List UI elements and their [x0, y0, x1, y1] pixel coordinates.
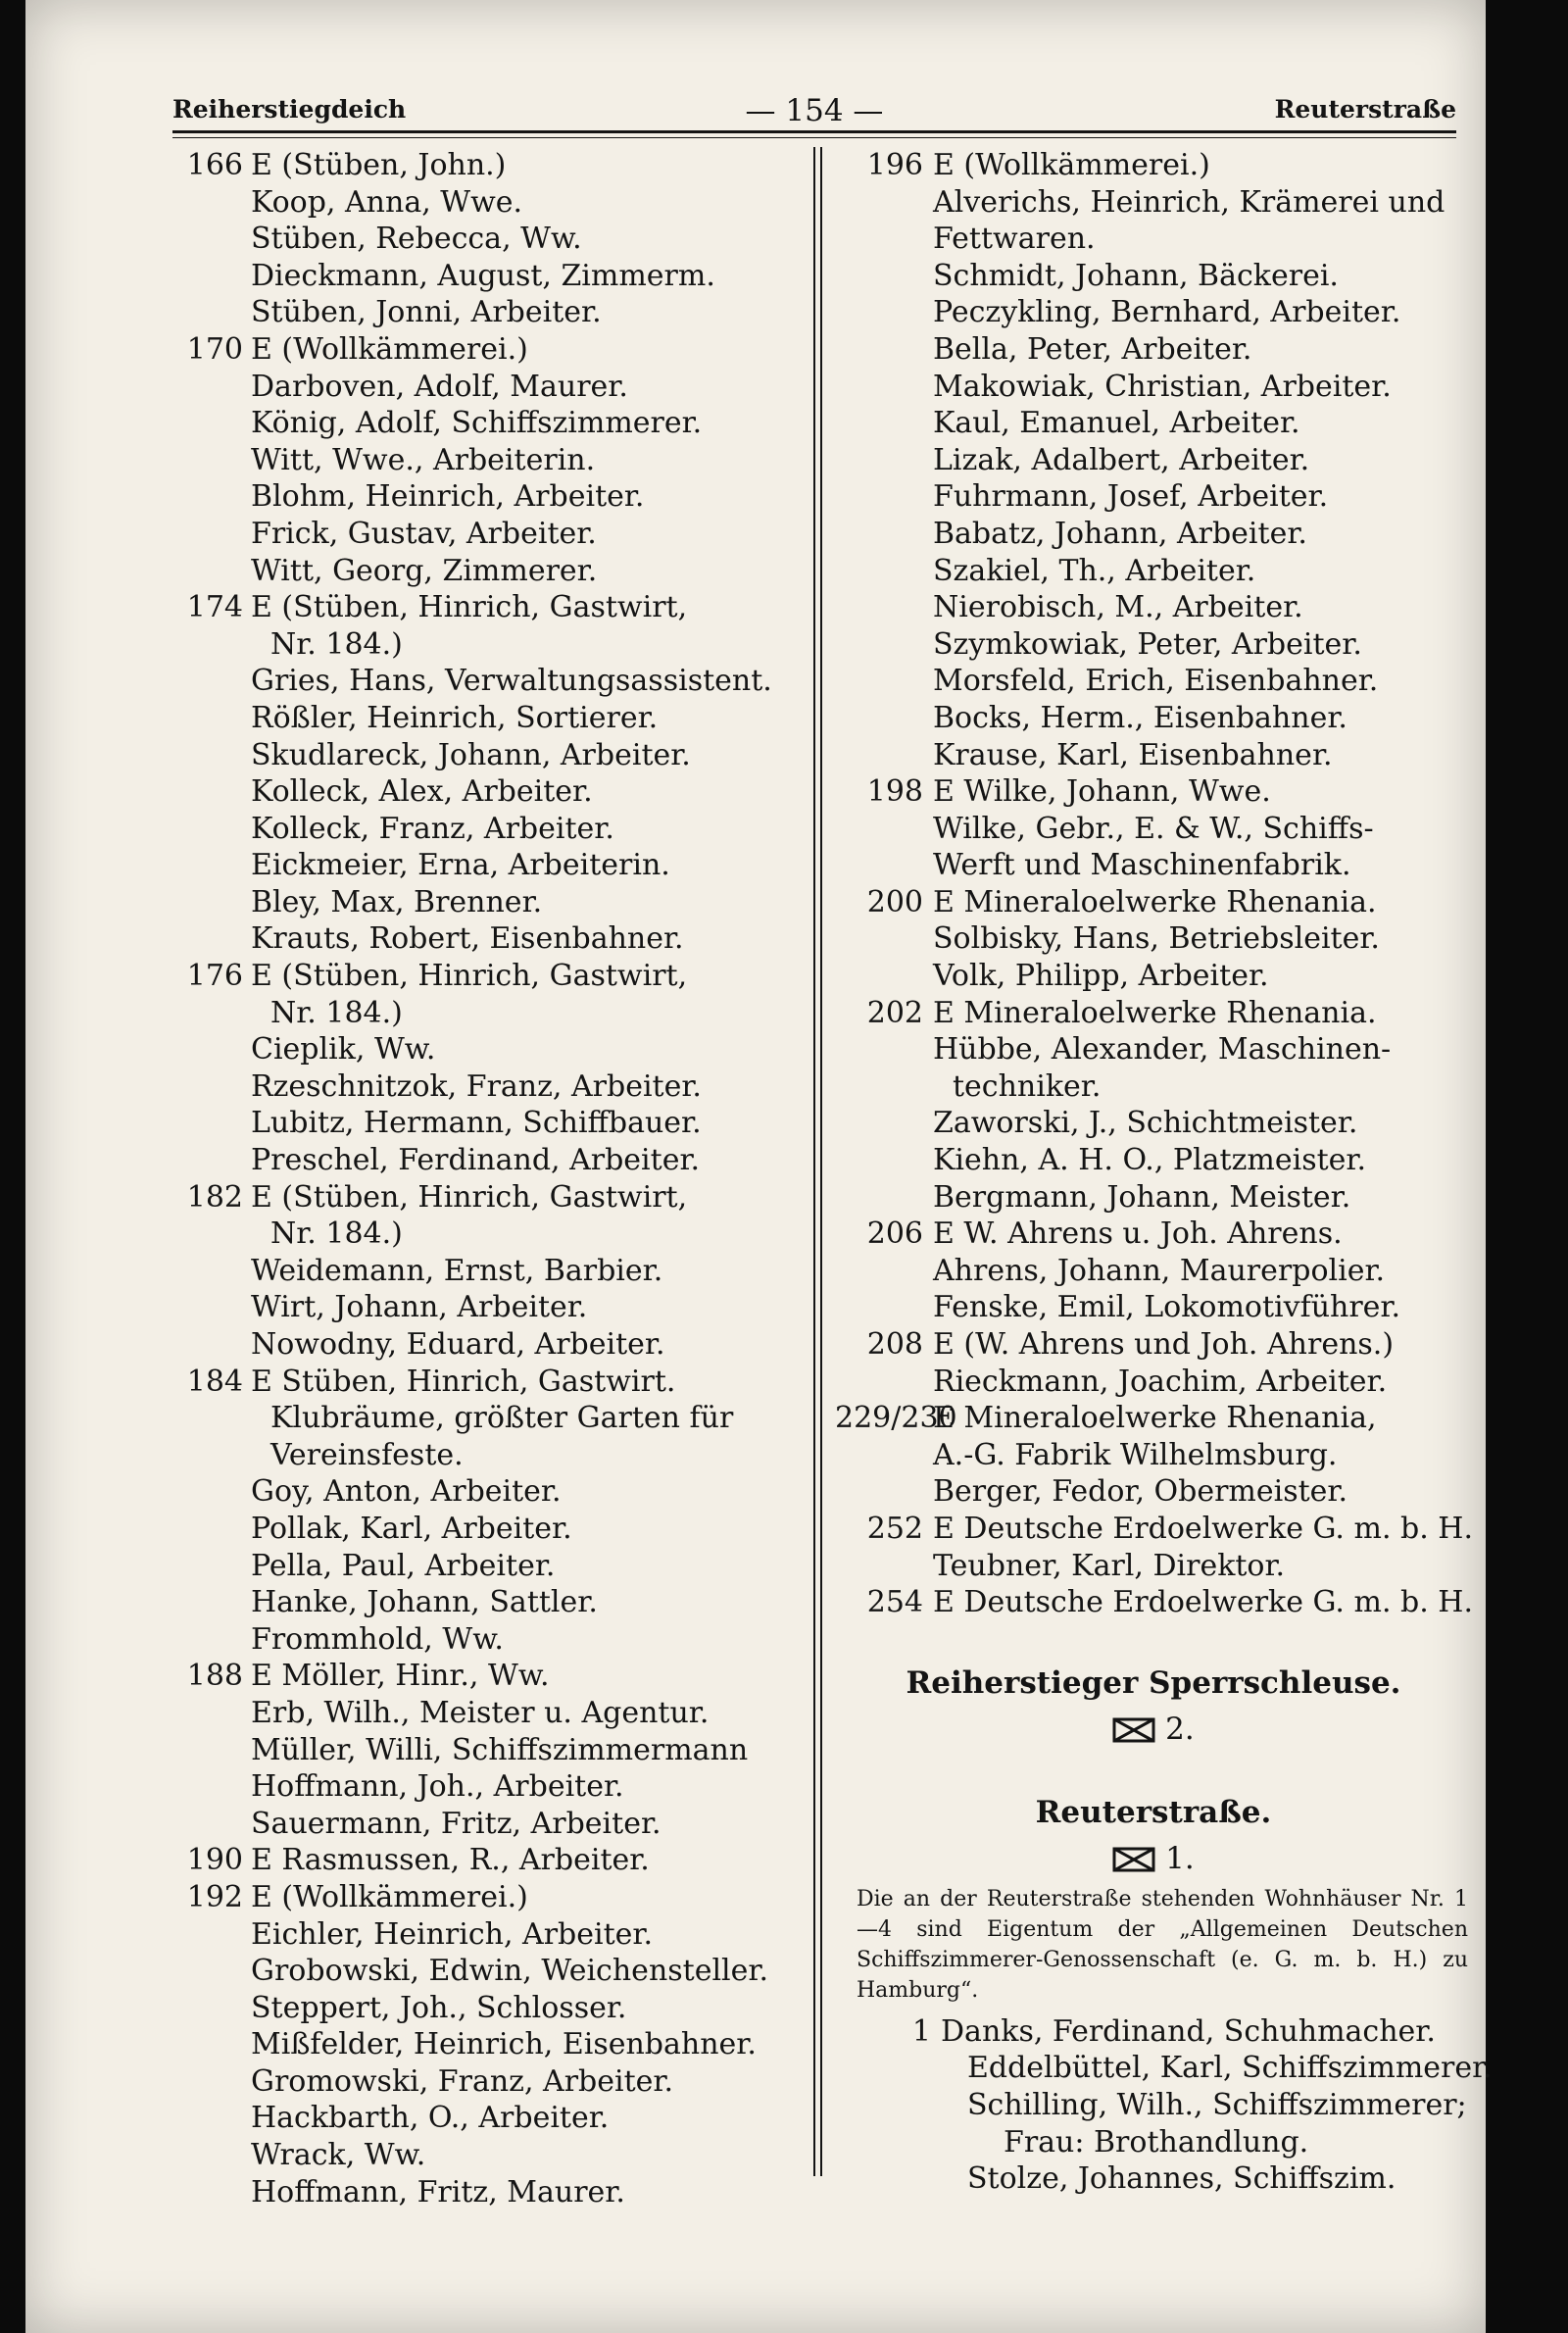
house-entry-text: E Mineraloelwerke Rhenania.	[933, 884, 1377, 919]
resident-name: Steppert, Joh., Schlosser.	[251, 1990, 627, 2025]
house-entry-row	[172, 147, 800, 184]
resident-row	[172, 553, 800, 590]
resident-row	[835, 369, 1472, 406]
resident-name: Erb, Wilh., Meister u. Agentur.	[251, 1695, 710, 1730]
resident-row	[172, 1621, 800, 1659]
resident-row	[835, 2087, 1472, 2124]
resident-name: Mißfelder, Heinrich, Eisenbahner.	[251, 2027, 757, 2062]
resident-name: Frau: Brothandlung.	[1004, 2124, 1309, 2159]
resident-name: Stolze, Johannes, Schiffszim.	[967, 2161, 1396, 2197]
resident-row	[172, 626, 800, 664]
resident-row	[172, 1326, 800, 1364]
resident-name: Nowodny, Eduard, Arbeiter.	[251, 1327, 665, 1362]
resident-name: Nierobisch, M., Arbeiter.	[933, 590, 1303, 625]
resident-name: Morsfeld, Erich, Eisenbahner.	[933, 664, 1379, 699]
resident-name: Wirt, Johann, Arbeiter.	[251, 1290, 588, 1325]
resident-name: Szymkowiak, Peter, Arbeiter.	[933, 626, 1362, 662]
resident-name: Bella, Peter, Arbeiter.	[933, 331, 1252, 367]
resident-name: Kaul, Emanuel, Arbeiter.	[933, 406, 1300, 441]
house-entry-text: E (Wollkämmerei.)	[251, 1879, 528, 1914]
house-entry-row	[172, 1179, 800, 1216]
resident-name: Gromowski, Franz, Arbeiter.	[251, 2063, 673, 2099]
resident-name: Schmidt, Johann, Bäckerei.	[933, 258, 1339, 293]
house-entry-text: E Möller, Hinr., Ww.	[251, 1659, 550, 1694]
resident-row	[835, 1548, 1472, 1585]
house-entry-text: E Stüben, Hinrich, Gastwirt.	[251, 1364, 676, 1399]
house-entry-text: E Mineraloelwerke Rhenania,	[933, 1401, 1377, 1436]
resident-row	[835, 1142, 1472, 1179]
resident-name: Bocks, Herm., Eisenbahner.	[933, 700, 1348, 735]
resident-name: Alverichs, Heinrich, Krämerei und	[933, 184, 1446, 220]
house-number: 202	[866, 995, 923, 1030]
resident-row	[835, 331, 1472, 369]
house-entry-text: E (Stüben, Hinrich, Gastwirt,	[251, 959, 688, 994]
resident-row	[835, 478, 1472, 516]
house-number: 192	[186, 1879, 243, 1914]
resident-row	[835, 553, 1472, 590]
resident-name: Zaworski, J., Schichtmeister.	[933, 1106, 1358, 1141]
house-entry-text: E (Wollkämmerei.)	[251, 331, 528, 367]
resident-row	[172, 920, 800, 958]
header-rule-thin	[172, 137, 1456, 138]
resident-name: A.-G. Fabrik Wilhelmsburg.	[933, 1437, 1338, 1472]
ownership-note: Die an der Reuterstraße stehenden Wohnhäuser Nr. 1—4 sind Eigentum der „Allgemeinen Deutschen Schiffszimmerer-Genossenschaft (e. G. m. b. H.) zu Hamburg“.	[857, 1886, 1468, 2003]
resident-row	[835, 847, 1472, 884]
house-entry-row	[835, 2013, 1472, 2051]
house-entry-text: E Mineraloelwerke Rhenania.	[933, 995, 1377, 1030]
house-number: 166	[186, 148, 243, 182]
resident-row	[835, 1031, 1472, 1068]
resident-row	[172, 1068, 800, 1106]
resident-name: Hanke, Johann, Sattler.	[251, 1585, 598, 1620]
resident-row	[172, 184, 800, 222]
resident-row	[835, 2160, 1472, 2198]
resident-row	[172, 2063, 800, 2101]
resident-row	[172, 2026, 800, 2063]
house-number: 229/230	[835, 1401, 957, 1436]
resident-name: Solbisky, Hans, Betriebsleiter.	[933, 921, 1380, 957]
resident-row	[835, 1437, 1472, 1474]
resident-name: Pollak, Karl, Arbeiter.	[251, 1511, 572, 1546]
resident-name: Werft und Maschinenfabrik.	[933, 848, 1351, 883]
resident-name: Fuhrmann, Josef, Arbeiter.	[933, 479, 1329, 515]
resident-row	[172, 1916, 800, 1954]
house-entry-row	[835, 884, 1472, 921]
resident-name: Bergmann, Johann, Meister.	[933, 1179, 1351, 1215]
resident-row	[172, 1031, 800, 1068]
resident-row	[835, 1105, 1472, 1142]
resident-name: Berger, Fedor, Obermeister.	[933, 1474, 1348, 1510]
resident-name: Hoffmann, Fritz, Maurer.	[251, 2174, 625, 2209]
page-header	[172, 93, 1456, 132]
resident-name: Pella, Paul, Arbeiter.	[251, 1548, 556, 1583]
resident-name: Darboven, Adolf, Maurer.	[251, 369, 628, 404]
resident-name: techniker.	[953, 1068, 1102, 1104]
house-number: 188	[186, 1659, 243, 1694]
house-entry-row	[172, 958, 800, 995]
header-rule-thick	[172, 130, 1456, 133]
resident-row	[172, 258, 800, 295]
house-entry-text: E (Stüben, Hinrich, Gastwirt,	[251, 590, 688, 625]
house-number: 206	[866, 1216, 923, 1252]
house-number: 182	[186, 1179, 243, 1215]
header-right-street: Reuterstraße	[1274, 95, 1456, 124]
resident-row	[172, 294, 800, 331]
resident-name: Preschel, Ferdinand, Arbeiter.	[251, 1143, 701, 1178]
page-number: — 154 —	[745, 93, 884, 128]
resident-row	[835, 737, 1472, 774]
resident-name: Peczykling, Bernhard, Arbeiter.	[933, 295, 1401, 330]
resident-row	[835, 1179, 1472, 1216]
house-number: 1	[911, 2013, 931, 2049]
resident-row	[172, 1142, 800, 1179]
resident-name: Bley, Max, Brenner.	[251, 884, 543, 919]
resident-name: Eichler, Heinrich, Arbeiter.	[251, 1916, 653, 1952]
house-number: 170	[186, 331, 243, 367]
resident-row	[172, 1473, 800, 1511]
house-entry-text: E (Stüben, John.)	[251, 148, 507, 182]
resident-name: Weidemann, Ernst, Barbier.	[251, 1253, 663, 1288]
resident-name: Makowiak, Christian, Arbeiter.	[933, 369, 1392, 404]
resident-row	[172, 1732, 800, 1769]
header-left-street: Reiherstiegdeich	[172, 95, 407, 124]
resident-row	[172, 811, 800, 848]
resident-row	[172, 2100, 800, 2137]
house-entry-row	[835, 773, 1472, 811]
resident-name: Koop, Anna, Wwe.	[251, 184, 523, 220]
spacer	[835, 1751, 1472, 1788]
resident-row	[835, 1068, 1472, 1106]
resident-name: Witt, Wwe., Arbeiterin.	[251, 442, 596, 477]
resident-row	[835, 184, 1472, 222]
resident-row	[172, 221, 800, 258]
section-title-sperrschleuse: Reiherstieger Sperrschleuse.	[906, 1664, 1401, 1701]
house-entry-text: E (Stüben, Hinrich, Gastwirt,	[251, 1179, 688, 1215]
resident-row	[172, 1289, 800, 1326]
resident-row	[835, 2050, 1493, 2087]
house-entry-row	[835, 1511, 1472, 1548]
resident-row	[172, 1953, 800, 1990]
column-divider-right	[820, 147, 822, 2176]
resident-name: Rzeschnitzok, Franz, Arbeiter.	[251, 1068, 702, 1104]
resident-row	[835, 405, 1472, 442]
house-entry-row	[172, 589, 800, 626]
resident-name: Lubitz, Hermann, Schiffbauer.	[251, 1106, 702, 1141]
resident-row	[835, 258, 1472, 295]
resident-name: Sauermann, Fritz, Arbeiter.	[251, 1806, 662, 1841]
resident-name: Krause, Karl, Eisenbahner.	[933, 737, 1333, 772]
resident-name: Stüben, Rebecca, Ww.	[251, 222, 582, 257]
resident-name: Dieckmann, August, Zimmerm.	[251, 258, 715, 293]
resident-row	[172, 884, 800, 921]
house-entry-text: E W. Ahrens u. Joh. Ahrens.	[933, 1216, 1343, 1252]
resident-name: Eddelbüttel, Karl, Schiffszimmerer.	[967, 2051, 1493, 2086]
house-entry-text: E (Wollkämmerei.)	[933, 148, 1210, 182]
envelope-icon	[1112, 1717, 1155, 1743]
resident-name: Volk, Philipp, Arbeiter.	[933, 959, 1269, 994]
resident-name: Hübbe, Alexander, Maschinen-	[933, 1032, 1392, 1067]
resident-row	[835, 920, 1472, 958]
resident-row	[172, 847, 800, 884]
left-column	[172, 147, 800, 2210]
resident-row	[835, 958, 1472, 995]
resident-row	[835, 221, 1472, 258]
resident-row	[172, 405, 800, 442]
resident-row	[172, 737, 800, 774]
house-entry-text: E Rasmussen, R., Arbeiter.	[251, 1843, 650, 1878]
resident-row	[835, 700, 1472, 737]
house-number: 184	[186, 1364, 243, 1399]
resident-row	[172, 995, 800, 1032]
resident-row	[172, 2137, 800, 2174]
resident-row	[172, 2174, 800, 2211]
resident-row	[835, 442, 1472, 479]
house-entry-row	[835, 1584, 1472, 1621]
resident-name: Fettwaren.	[933, 222, 1096, 257]
resident-row	[835, 1364, 1472, 1401]
resident-row	[172, 663, 800, 700]
resident-row	[835, 811, 1472, 848]
resident-name: Hackbarth, O., Arbeiter.	[251, 2101, 610, 2136]
directory-page	[25, 0, 1493, 2333]
resident-name: Wrack, Ww.	[251, 2138, 426, 2173]
resident-name: Eickmeier, Erna, Arbeiterin.	[251, 848, 670, 883]
resident-name: Kiehn, A. H. O., Platzmeister.	[933, 1143, 1367, 1178]
resident-name: Müller, Willi, Schiffszimmermann	[251, 1732, 749, 1767]
resident-row	[172, 1548, 800, 1585]
resident-name: Szakiel, Th., Arbeiter.	[933, 553, 1256, 588]
resident-row	[172, 369, 800, 406]
house-number: 176	[186, 959, 243, 994]
resident-name: Goy, Anton, Arbeiter.	[251, 1474, 562, 1510]
resident-name: Ahrens, Johann, Maurerpolier.	[933, 1253, 1386, 1288]
envelope-icon	[1112, 1847, 1155, 1872]
resident-row	[835, 1473, 1472, 1511]
right-column	[835, 147, 1493, 2198]
house-entry-row	[172, 1658, 800, 1695]
house-entry-text: E Wilke, Johann, Wwe.	[933, 774, 1271, 810]
resident-row	[172, 442, 800, 479]
spacer	[835, 1621, 1472, 1659]
postal-district-number: 1.	[1165, 1840, 1195, 1876]
resident-row	[172, 773, 800, 811]
resident-row	[172, 1511, 800, 1548]
house-entry-row	[835, 1216, 1472, 1253]
resident-name: Nr. 184.)	[270, 1216, 403, 1252]
house-number: 200	[866, 884, 923, 919]
resident-name: Kolleck, Alex, Arbeiter.	[251, 774, 593, 810]
resident-name: Lizak, Adalbert, Arbeiter.	[933, 442, 1310, 477]
resident-name: Krauts, Robert, Eisenbahner.	[251, 921, 684, 957]
resident-name: Witt, Georg, Zimmerer.	[251, 553, 598, 588]
reuterstrasse-entries	[835, 2013, 1493, 2198]
resident-row	[172, 1768, 800, 1806]
resident-row	[835, 589, 1472, 626]
house-entry-text: E Deutsche Erdoelwerke G. m. b. H.	[933, 1585, 1473, 1620]
house-entry-row	[172, 1879, 800, 1916]
resident-name: Nr. 184.)	[270, 626, 403, 662]
column-divider-left	[813, 147, 815, 2176]
right-column-entries	[835, 147, 1472, 1621]
postal-district-sperrschleuse	[835, 1708, 1472, 1751]
resident-name: Gries, Hans, Verwaltungsassistent.	[251, 664, 772, 699]
resident-name: Blohm, Heinrich, Arbeiter.	[251, 479, 645, 515]
house-entry-row	[835, 1326, 1472, 1364]
house-entry-text: E Deutsche Erdoelwerke G. m. b. H.	[933, 1511, 1473, 1546]
resident-name: Grobowski, Edwin, Weichensteller.	[251, 1954, 768, 1989]
resident-row	[172, 1806, 800, 1843]
section-title-reuterstrasse: Reuterstraße.	[1035, 1794, 1272, 1830]
house-entry-text: E (W. Ahrens und Joh. Ahrens.)	[933, 1327, 1395, 1362]
resident-name: Teubner, Karl, Direktor.	[933, 1548, 1286, 1583]
postal-district-number: 2.	[1165, 1711, 1195, 1747]
resident-row	[172, 1253, 800, 1290]
resident-row	[172, 700, 800, 737]
resident-row	[835, 1289, 1472, 1326]
house-entry-row	[835, 147, 1472, 184]
resident-name: Vereinsfeste.	[270, 1437, 464, 1472]
house-number: 190	[186, 1843, 243, 1878]
house-number: 252	[866, 1511, 923, 1546]
resident-row	[172, 478, 800, 516]
resident-name: Frommhold, Ww.	[251, 1621, 504, 1657]
house-number: 174	[186, 590, 243, 625]
house-number: 198	[866, 774, 923, 810]
resident-name: Nr. 184.)	[270, 995, 403, 1030]
resident-name: Stüben, Jonni, Arbeiter.	[251, 295, 602, 330]
resident-row	[835, 2124, 1472, 2161]
resident-row	[835, 1253, 1472, 1290]
resident-row	[172, 1990, 800, 2027]
postal-district-reuterstrasse	[835, 1837, 1472, 1880]
resident-row	[172, 1216, 800, 1253]
resident-name: Rößler, Heinrich, Sortierer.	[251, 700, 659, 735]
resident-name: Klubräume, größter Garten für	[270, 1401, 734, 1436]
resident-row	[172, 1400, 800, 1437]
resident-name: Schilling, Wilh., Schiffszimmerer;	[967, 2087, 1467, 2122]
resident-name: Rieckmann, Joachim, Arbeiter.	[933, 1364, 1388, 1399]
resident-row	[172, 1437, 800, 1474]
resident-row	[835, 663, 1472, 700]
resident-row	[172, 1695, 800, 1732]
resident-name: Fenske, Emil, Lokomotivführer.	[933, 1290, 1401, 1325]
resident-row	[172, 516, 800, 553]
house-number: 196	[866, 148, 923, 182]
resident-name: Wilke, Gebr., E. & W., Schiffs-	[933, 811, 1374, 846]
house-number: 208	[866, 1327, 923, 1362]
house-number: 254	[866, 1585, 923, 1620]
resident-name: Skudlareck, Johann, Arbeiter.	[251, 737, 691, 772]
resident-row	[835, 626, 1472, 664]
resident-name: Kolleck, Franz, Arbeiter.	[251, 811, 614, 846]
resident-row	[835, 516, 1472, 553]
resident-name: König, Adolf, Schiffszimmerer.	[251, 406, 703, 441]
resident-row	[172, 1105, 800, 1142]
resident-row	[835, 294, 1472, 331]
house-entry-text: Danks, Ferdinand, Schuhmacher.	[941, 2013, 1436, 2049]
resident-name: Frick, Gustav, Arbeiter.	[251, 516, 597, 551]
resident-name: Babatz, Johann, Arbeiter.	[933, 516, 1307, 551]
house-entry-row	[172, 1364, 800, 1401]
resident-row	[172, 1584, 800, 1621]
house-entry-row	[172, 331, 800, 369]
resident-name: Hoffmann, Joh., Arbeiter.	[251, 1769, 624, 1805]
house-entry-row	[835, 995, 1472, 1032]
house-entry-row	[835, 1400, 1472, 1437]
resident-name: Cieplik, Ww.	[251, 1032, 436, 1067]
house-entry-row	[172, 1842, 800, 1879]
